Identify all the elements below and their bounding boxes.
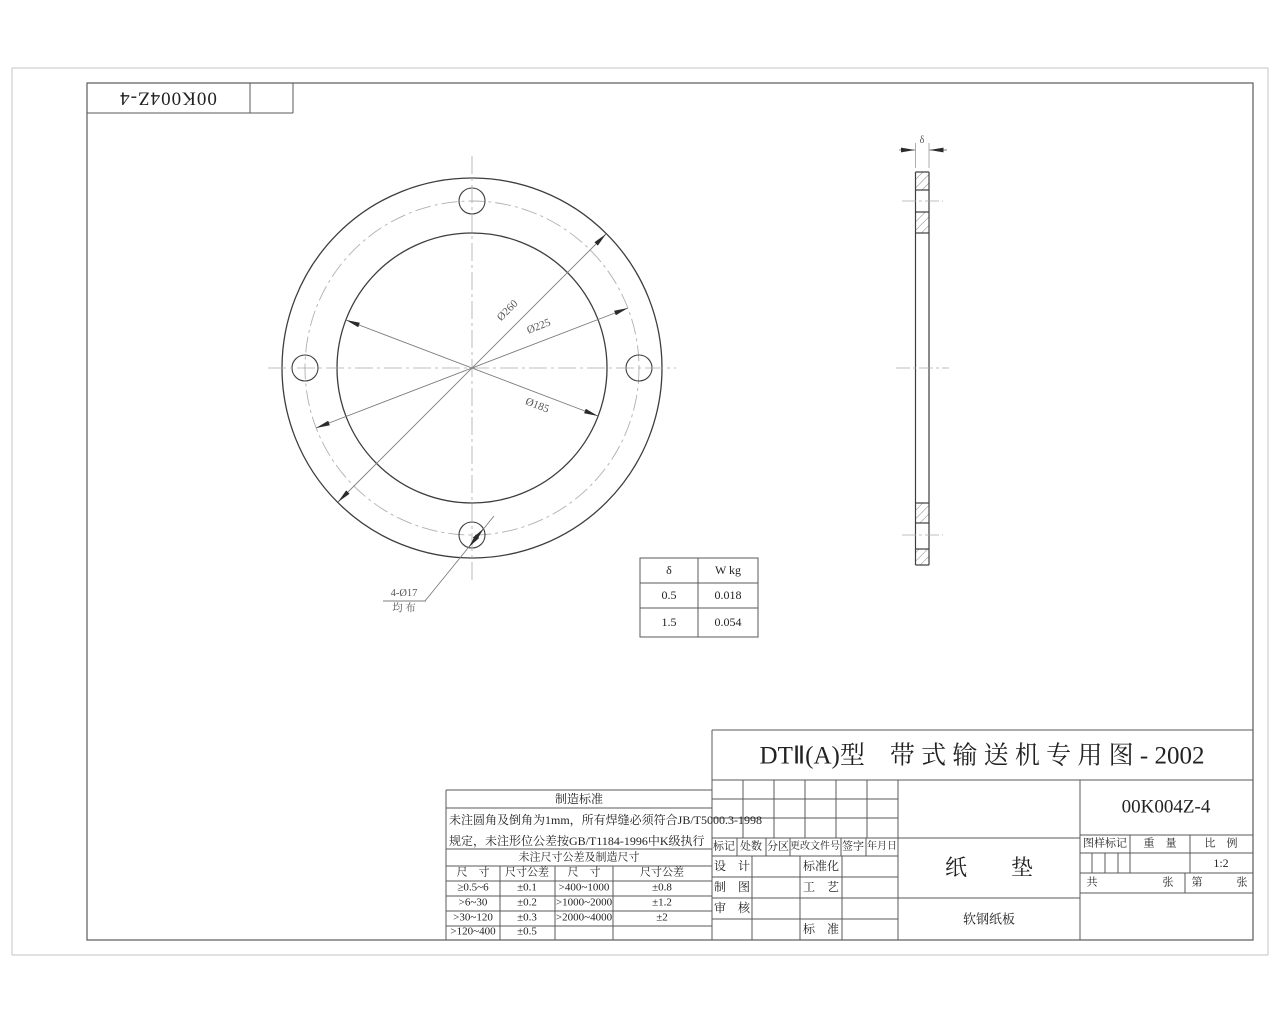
role-process: 工 艺 bbox=[802, 880, 840, 894]
dim-bolt-circle-label: Ø225 bbox=[525, 316, 553, 337]
tolerance-cell: >400~1000 bbox=[558, 881, 610, 894]
stamp-label: 图样标记 bbox=[1083, 837, 1127, 850]
dim-outer-diameter-label: Ø260 bbox=[494, 297, 521, 324]
tolerance-header: 尺寸公差 bbox=[505, 866, 549, 879]
weight-table-cell: 0.054 bbox=[714, 615, 742, 629]
tolerance-cell: ±0.1 bbox=[517, 881, 537, 894]
tolerance-cell: >6~30 bbox=[458, 896, 488, 909]
material: 软钢纸板 bbox=[962, 911, 1016, 927]
weight-table-cell: 0.018 bbox=[714, 588, 742, 602]
tolerance-header: 尺寸公差 bbox=[640, 866, 684, 879]
sheets-total-suffix: 张 bbox=[1162, 876, 1174, 889]
standards-note-2: 规定，未注形位公差按GB/T1184-1996中K级执行 bbox=[449, 834, 705, 848]
tolerance-header: 尺 寸 bbox=[456, 866, 490, 879]
role-check: 审 核 bbox=[713, 901, 751, 915]
tolerance-cell: ±0.2 bbox=[517, 896, 537, 909]
weight-table-col2-header: W kg bbox=[714, 563, 742, 577]
role-standard: 标 准 bbox=[802, 922, 840, 936]
revision-header: 分区 bbox=[767, 840, 789, 853]
tolerance-table-title: 未注尺寸公差及制造尺寸 bbox=[518, 851, 640, 864]
scale-value: 1:2 bbox=[1213, 856, 1229, 870]
holes-dim-arrow-a bbox=[479, 529, 484, 534]
tolerance-cell: ±0.8 bbox=[652, 881, 672, 894]
weight-table-cell: 0.5 bbox=[661, 588, 677, 602]
weight-table-cell: 1.5 bbox=[661, 615, 677, 629]
tolerance-cell: >1000~2000 bbox=[555, 896, 613, 909]
weight-table-col1-header: δ bbox=[666, 563, 672, 577]
standards-note-1: 未注圆角及倒角为1mm，所有焊缝必须符合JB/T5000.3-1998 bbox=[449, 813, 763, 827]
side-view bbox=[896, 143, 949, 565]
thickness-dim-label: δ bbox=[919, 135, 925, 146]
tolerance-cell: ±0.5 bbox=[517, 925, 537, 938]
part-name: 纸 垫 bbox=[944, 855, 1034, 880]
role-draft: 制 图 bbox=[713, 880, 751, 894]
sheets-total-prefix: 共 bbox=[1086, 876, 1098, 889]
revision-header: 处数 bbox=[740, 840, 762, 853]
tolerance-cell: >120~400 bbox=[450, 925, 496, 938]
tolerance-cell: ≥0.5~6 bbox=[457, 881, 489, 894]
tolerance-cell: >30~120 bbox=[453, 911, 493, 924]
revision-header: 年月日 bbox=[867, 841, 897, 852]
revision-header: 签字 bbox=[842, 840, 864, 853]
dim-inner-diameter-label: Ø185 bbox=[523, 395, 551, 416]
weight-label: 重 量 bbox=[1143, 837, 1177, 850]
holes-callout-label: 4-Ø17 bbox=[390, 587, 418, 599]
tolerance-cell: ±1.2 bbox=[652, 896, 672, 909]
standards-title: 制造标准 bbox=[554, 792, 604, 806]
inner-frame bbox=[87, 83, 1253, 940]
holes-callout-note-label: 均 布 bbox=[392, 602, 416, 614]
tolerance-cell: >2000~4000 bbox=[555, 911, 613, 924]
sheet-current-prefix: 第 bbox=[1191, 876, 1203, 889]
tolerance-cell: ±2 bbox=[656, 911, 668, 924]
role-standardization: 标准化 bbox=[802, 859, 840, 873]
tolerance-cell: ±0.3 bbox=[517, 911, 537, 924]
sheet-number-top-rotated: 00K004Z-4 bbox=[119, 87, 217, 109]
tolerance-header: 尺 寸 bbox=[567, 866, 601, 879]
scale-label: 比 例 bbox=[1204, 837, 1238, 850]
drawing-number: 00K004Z-4 bbox=[1121, 796, 1211, 818]
drawing-title: DTⅡ(A)型 带 式 输 送 机 专 用 图 - 2002 bbox=[759, 742, 1205, 770]
revision-header: 标记 bbox=[713, 840, 735, 853]
role-design: 设 计 bbox=[713, 859, 751, 873]
revision-header: 更改文件号 bbox=[790, 841, 840, 852]
holes-dim-arrow-b bbox=[469, 542, 474, 548]
front-view bbox=[268, 156, 676, 601]
sheet-current-suffix: 张 bbox=[1236, 876, 1248, 889]
